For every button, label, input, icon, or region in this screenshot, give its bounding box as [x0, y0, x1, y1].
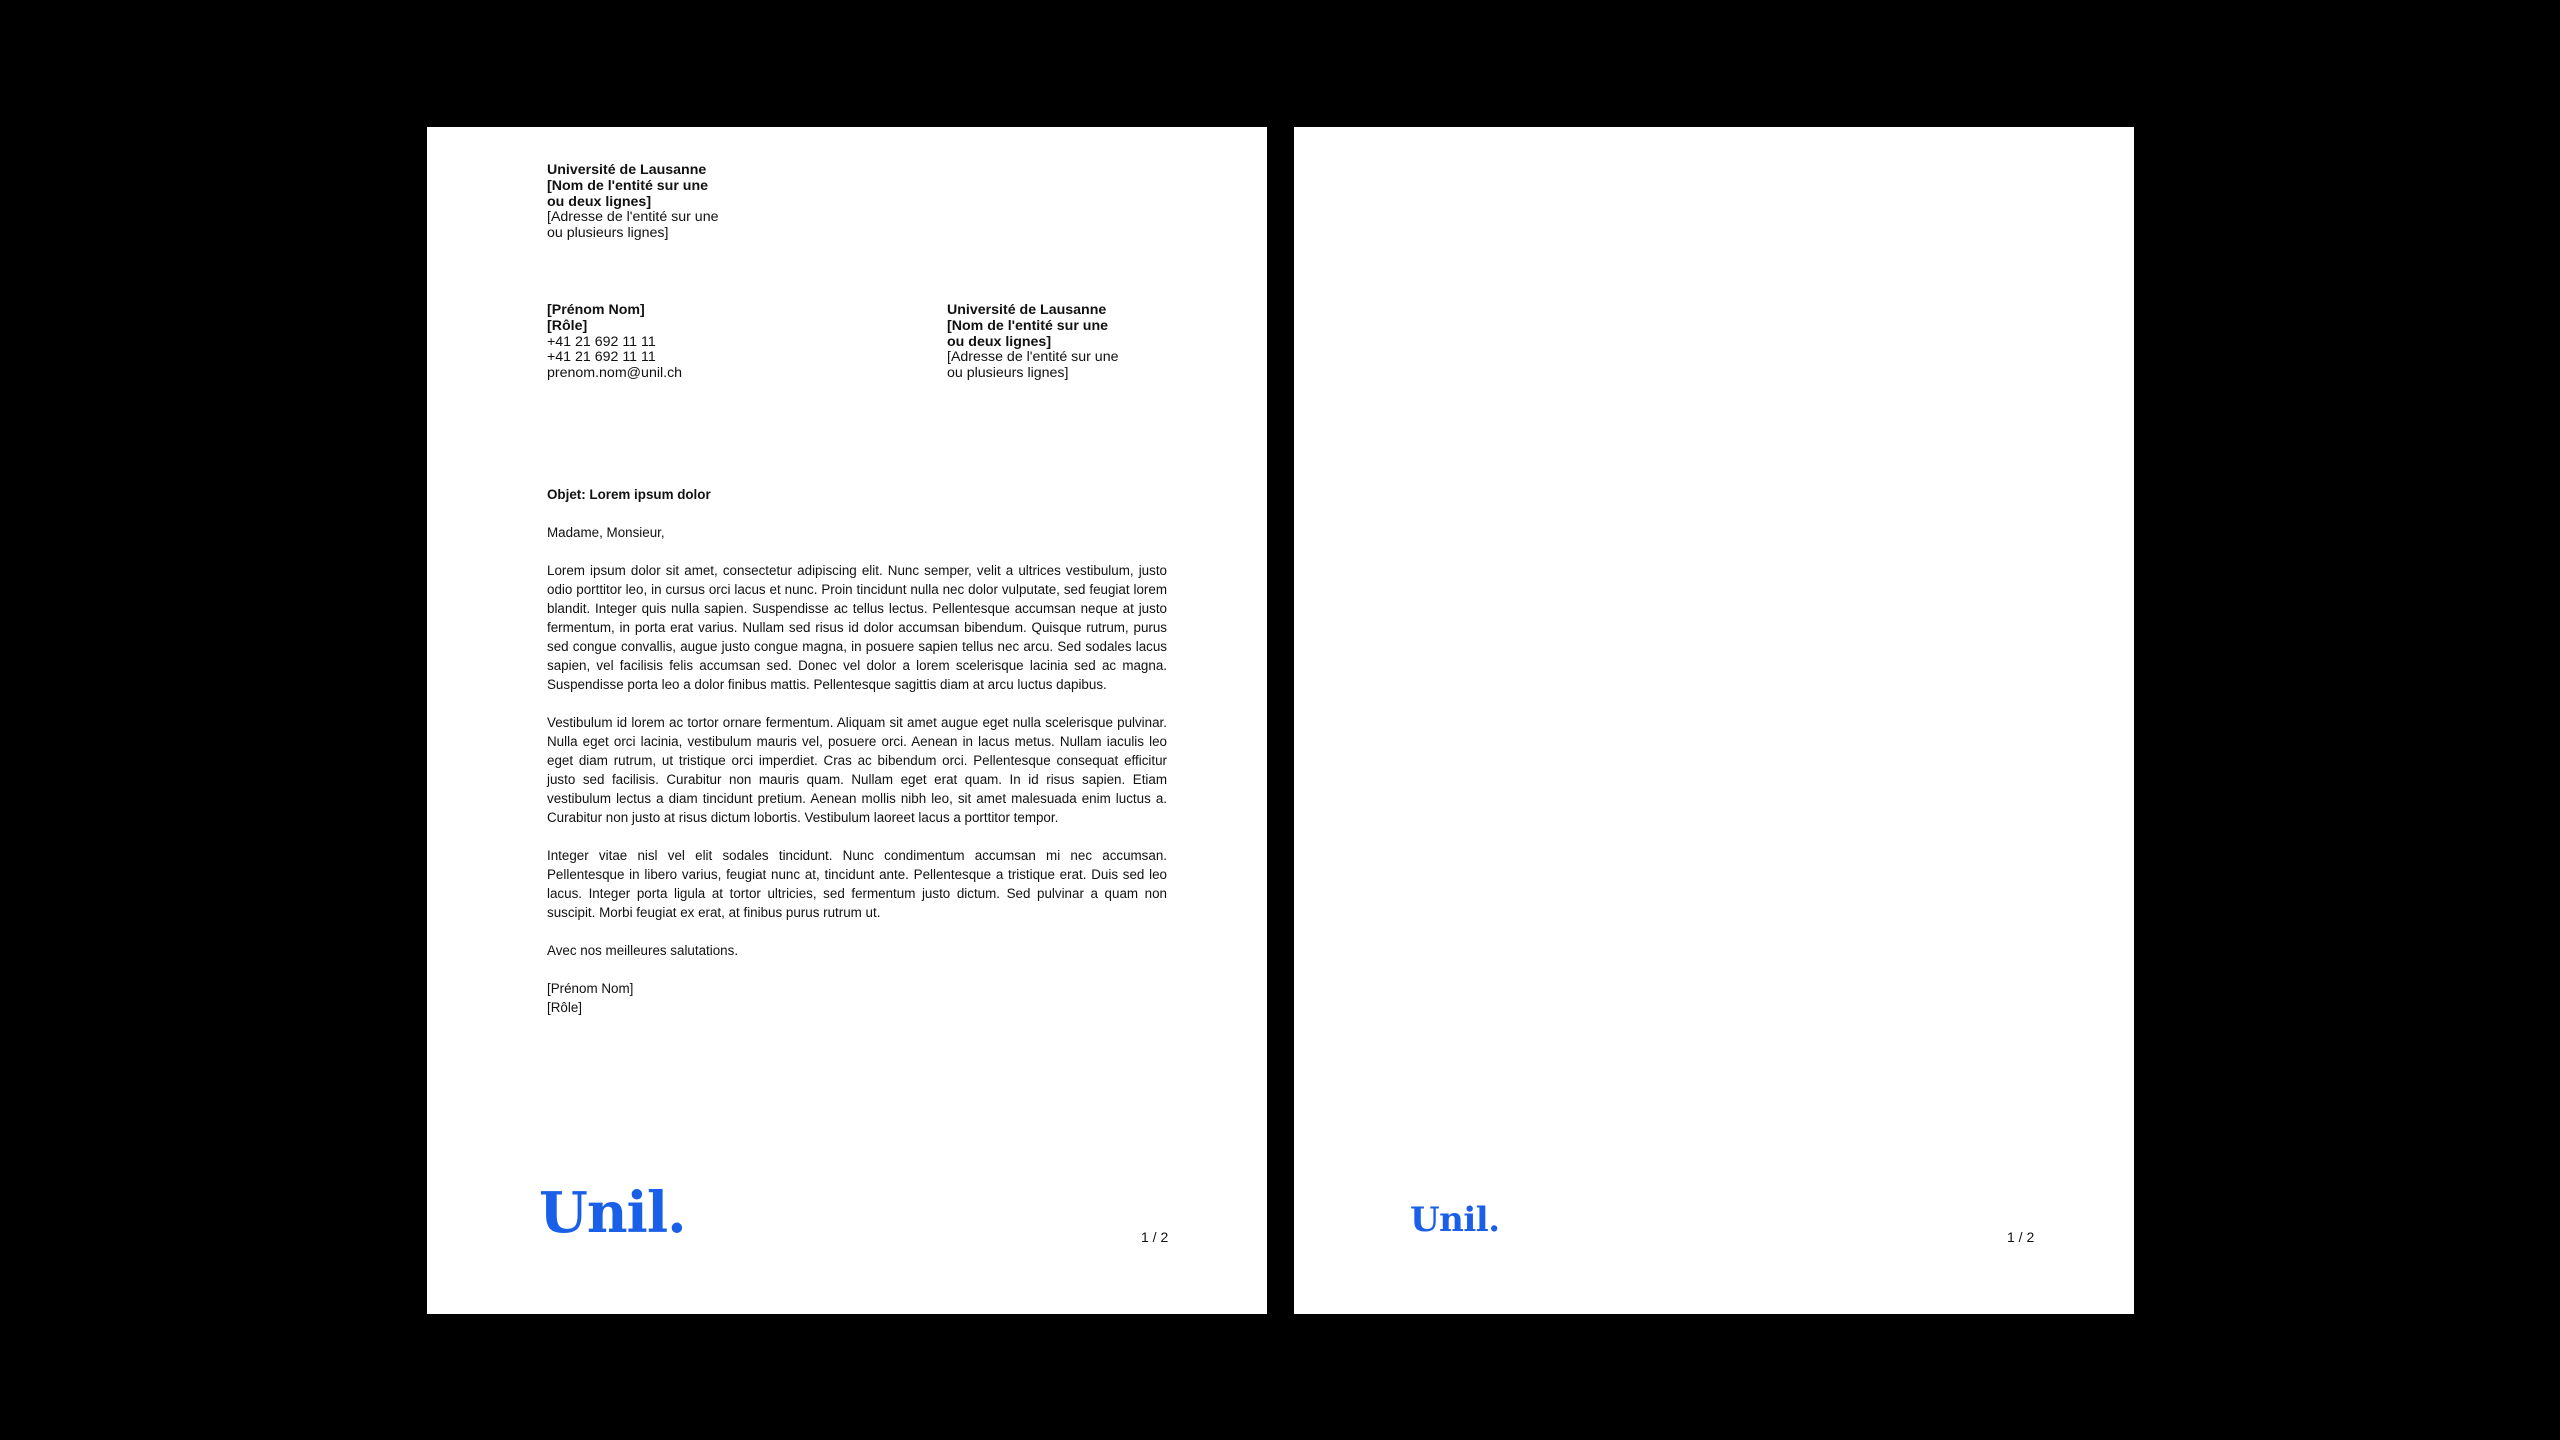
signature-name: [Prénom Nom] [547, 981, 634, 996]
sender-header [547, 163, 718, 242]
recipient-address [947, 303, 1118, 382]
letter-subject: Objet: Lorem ipsum dolor [547, 487, 711, 502]
sender-address-line-1: [Adresse de l'entité sur une [547, 209, 719, 226]
recipient-address-line-1: [Adresse de l'entité sur une [947, 349, 1119, 366]
sender-contact [547, 303, 682, 382]
sender-name: [Prénom Nom] [547, 302, 645, 318]
sender-role: [Rôle] [547, 317, 588, 334]
recipient-address-line-2: ou plusieurs lignes] [947, 365, 1069, 382]
unil-logo: Unil. [539, 1180, 686, 1246]
signature-role: [Rôle] [547, 1000, 582, 1015]
letter-body [547, 485, 1167, 1017]
letter-closing: Avec nos meilleures salutations. [547, 943, 739, 958]
sender-address-line-2: ou plusieurs lignes] [547, 225, 669, 242]
recipient-entity-line-1: [Nom de l'entité sur une [947, 317, 1109, 334]
sender-entity-line-1: [Nom de l'entité sur une [547, 177, 709, 194]
sender-entity-line-2: ou deux lignes] [547, 193, 652, 210]
letter-page-2 [1294, 127, 2134, 1314]
letter-paragraph-3: Integer vitae nisl vel elit sodales tincidunt. Nunc condimentum accumsan mi nec accumsan. Pellentesque in libero varius, feugiat nunc at, tincidunt ante. Pellentesque a tristique erat. Duis sed leo lacus. Integer porta ligula at tortor ultricies, sed fermentum justo dictum. Sed pulvinar a quam non suscipit. Morbi feugiat ex erat, at finibus purus rutrum ut. [547, 848, 1167, 920]
page-number: 1 / 2 [2007, 1229, 2035, 1245]
letter-salutation: Madame, Monsieur, [547, 525, 665, 540]
recipient-entity-line-2: ou deux lignes] [947, 333, 1052, 350]
letter-paragraph-1: Lorem ipsum dolor sit amet, consectetur adipiscing elit. Nunc semper, velit a ultrices vestibulum, justo odio porttitor leo, in cursus orci lacus et nunc. Proin tincidunt nulla nec dolor vulputate, sed feugiat lorem blandit. Integer quis nulla sapien. Suspendisse ac tellus lectus. Pellentesque accumsan neque at justo fermentum, in porta erat varius. Nullam sed risus id dolor accumsan bibendum. Quisque rutrum, purus sed congue convallis, augue justo congue magna, in posuere sapien tellus nec arcu. Sed sodales lacus sapien, vel facilisis felis accumsan sed. Donec vel dolor a lorem scelerisque lacinia sed ac magna. Suspendisse porta leo a dolor finibus mattis. Pellentesque sagittis diam at arcu luctus dapibus. [547, 563, 1167, 692]
page-number: 1 / 2 [1141, 1229, 1169, 1245]
sender-phone-2: +41 21 692 11 11 [547, 349, 656, 366]
letter-paragraph-2: Vestibulum id lorem ac tortor ornare fermentum. Aliquam sit amet augue eget nulla scelerisque pulvinar. Nulla eget orci lacinia, vestibulum mauris vel, posuere orci. Aenean in lacus metus. Nullam iaculis leo eget diam rutrum, ut tristique orci imperdiet. Cras ac bibendum orci. Pellentesque consequat efficitur justo sed facilisis. Curabitur non mauris quam. Nullam eget erat quam. In id risus sapien. Etiam vestibulum lectus a diam tincidunt pretium. Aenean mollis nibh leo, sit amet malesuada enim luctus a. Curabitur non justo at risus dictum lobortis. Vestibulum laoreet lacus a porttitor tempor. [547, 715, 1167, 825]
recipient-institution: Université de Lausanne [947, 302, 1107, 318]
unil-logo: Unil. [1410, 1200, 1500, 1240]
sender-email: prenom.nom@unil.ch [547, 365, 683, 382]
sender-institution: Université de Lausanne [547, 162, 707, 178]
sender-phone-1: +41 21 692 11 11 [547, 333, 656, 350]
letter-page-1 [427, 127, 1267, 1314]
